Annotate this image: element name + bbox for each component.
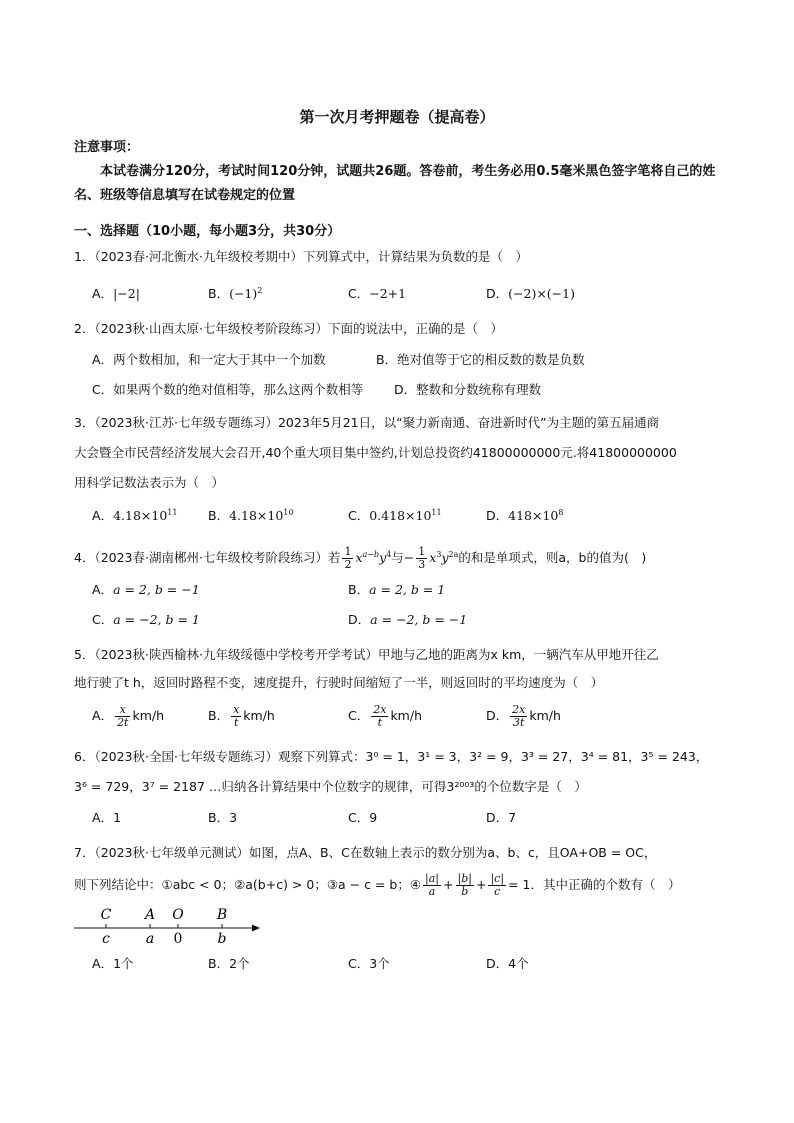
q4-fraction-1: $\frac{1}{2}$ [344, 545, 352, 572]
question-2-stem: 2．（2023秋·山西太原·七年级校考阶段练习）下面的说法中，正确的是（ ） [74, 321, 503, 336]
q5-option-d[interactable]: D． $\frac{2x}{3t}$ km/h [486, 703, 561, 729]
number-line-arrow [252, 925, 260, 932]
question-3-line2: 大会暨全市民营经济发展大会召开,40个重大项目集中签约,计划总投资约41800000000元.将41800000000 [74, 445, 677, 460]
question-6-line1: 6．（2023秋·全国·七年级专题练习）观察下列算式：3⁰ = 1，3¹ = 3，3² = 9，3³ = 27，3⁴ = 81，3⁵ = 243， [74, 749, 709, 764]
q6-option-a[interactable]: A．1 [92, 810, 122, 825]
q5-option-a[interactable]: A． $\frac{x}{2t}$ km/h [92, 703, 165, 729]
question-2-options-row1 [92, 350, 742, 374]
exam-title: 第一次月考押题卷（提高卷） [299, 108, 495, 126]
label-point-b: B [216, 907, 228, 923]
question-6-line2: 3⁶ = 729，3⁷ = 2187 …归纳各计算结果中个位数字的规律，可得3²⁰⁰³的个位数字是（ ） [74, 779, 587, 794]
section-heading: 一、选择题（10小题，每小题3分，共30分） [74, 224, 341, 239]
label-value-c: c [102, 931, 110, 946]
label-point-a: A [144, 907, 156, 923]
q4-option-c[interactable]: C．a = −2, b = 1 [92, 612, 200, 627]
q4-fraction-2: $\frac{1}{3}$ [418, 545, 426, 572]
q7-option-c[interactable]: C．3个 [348, 956, 390, 971]
question-1-stem: 1．（2023春·河北衡水·九年级校考期中）下列算式中，计算结果为负数的是（ ） [74, 249, 528, 264]
q4-option-a[interactable]: A．a = 2, b = −1 [92, 582, 200, 597]
question-3-options [92, 506, 742, 530]
q5-option-b[interactable]: B． $\frac{x}{t}$ km/h [208, 703, 275, 729]
q6-option-c[interactable]: C．9 [348, 810, 378, 825]
q2-option-c[interactable]: C．如果两个数的绝对值相等，那么这两个数相等 [92, 382, 364, 397]
question-7-line1: 7．（2023秋·七年级单元测试）如图，点A、B、C在数轴上表示的数分别为a、b、c，且OA+OB = OC， [74, 845, 657, 860]
q6-option-d[interactable]: D．7 [486, 810, 517, 825]
question-1-options [92, 284, 742, 308]
question-7-line2: 则下列结论中：①abc < 0；②a(b+c) > 0；③a − c = b；④ $\frac{|a|}{a}$ + $\frac{|b|}{b}$ + $\frac{|c|}{c}$ = 1．其中正确的个数有（ ） [74, 872, 681, 898]
q5-option-c[interactable]: C． $\frac{2x}{t}$ km/h [348, 703, 422, 729]
q3-option-d[interactable]: D．$418\times 10^8$ [486, 507, 564, 523]
q1-option-d[interactable]: D．(−2)×(−1) [486, 286, 575, 301]
q1-option-a[interactable]: A．|−2| [92, 286, 140, 301]
question-5-line1: 5．（2023秋·陕西榆林·九年级绥德中学校考开学考试）甲地与乙地的距离为x km，一辆汽车从甲地开往乙 [74, 647, 659, 662]
label-point-c: C [100, 907, 112, 923]
question-6-options [92, 808, 742, 832]
q4-option-b[interactable]: B．a = 2, b = 1 [348, 582, 446, 597]
q4-option-d[interactable]: D．a = −2, b = −1 [348, 612, 468, 627]
question-7-options [92, 954, 742, 978]
q7-option-b[interactable]: B．2个 [208, 956, 250, 971]
question-5-options [92, 704, 742, 734]
label-value-zero: 0 [173, 931, 183, 946]
label-value-a: a [145, 931, 155, 946]
q7-option-d[interactable]: D．4个 [486, 956, 529, 971]
question-4-options-row2 [92, 610, 742, 634]
question-4-options-row1 [92, 580, 742, 604]
question-5-line2: 地行驶了t h，返回时路程不变，速度提升，行驶时间缩短了一半，则返回时的平均速度为（ ） [74, 675, 604, 690]
q6-option-b[interactable]: B．3 [208, 810, 238, 825]
question-4-stem: 4．（2023春·湖南郴州·七年级校考阶段练习）若 $\frac{1}{2}$ $x^{a-b}y^4$与− $\frac{1}{3}$ $x^3y^{2a}$的和是单项式，则a，b的值为( ) [74, 545, 647, 572]
q1-option-c[interactable]: C．−2+1 [348, 286, 407, 301]
q1-option-b[interactable]: B．$(-1)^2$ [208, 285, 263, 301]
question-3-line1: 3．（2023秋·江苏·七年级专题练习）2023年5月21日，以“聚力新南通、奋进新时代”为主题的第五届通商 [74, 415, 660, 430]
q2-option-b[interactable]: B．绝对值等于它的相反数的数是负数 [376, 352, 585, 367]
q3-option-b[interactable]: B．$4.18\times 10^{10}$ [208, 507, 294, 523]
q3-option-c[interactable]: C．$0.418\times 10^{11}$ [348, 507, 442, 523]
q2-option-a[interactable]: A．两个数相加，和一定大于其中一个加数 [92, 352, 326, 367]
q3-option-a[interactable]: A．$4.18\times 10^{11}$ [92, 507, 178, 523]
label-point-o: O [172, 907, 184, 923]
notice-body: 本试卷满分120分，考试时间120分钟，试题共26题。答卷前，考生务必用0.5毫米黑色签字笔将自己的姓名、班级等信息填写在试卷规定的位置 [74, 164, 716, 203]
question-3-line3: 用科学记数法表示为（ ） [74, 475, 225, 490]
q7-option-a[interactable]: A．1个 [92, 956, 134, 971]
notice-heading: 注意事项： [74, 140, 140, 155]
number-line-figure [72, 904, 262, 946]
question-2-options-row2 [92, 380, 742, 404]
label-value-b: b [217, 931, 227, 946]
q2-option-d[interactable]: D．整数和分数统称有理数 [394, 382, 542, 397]
